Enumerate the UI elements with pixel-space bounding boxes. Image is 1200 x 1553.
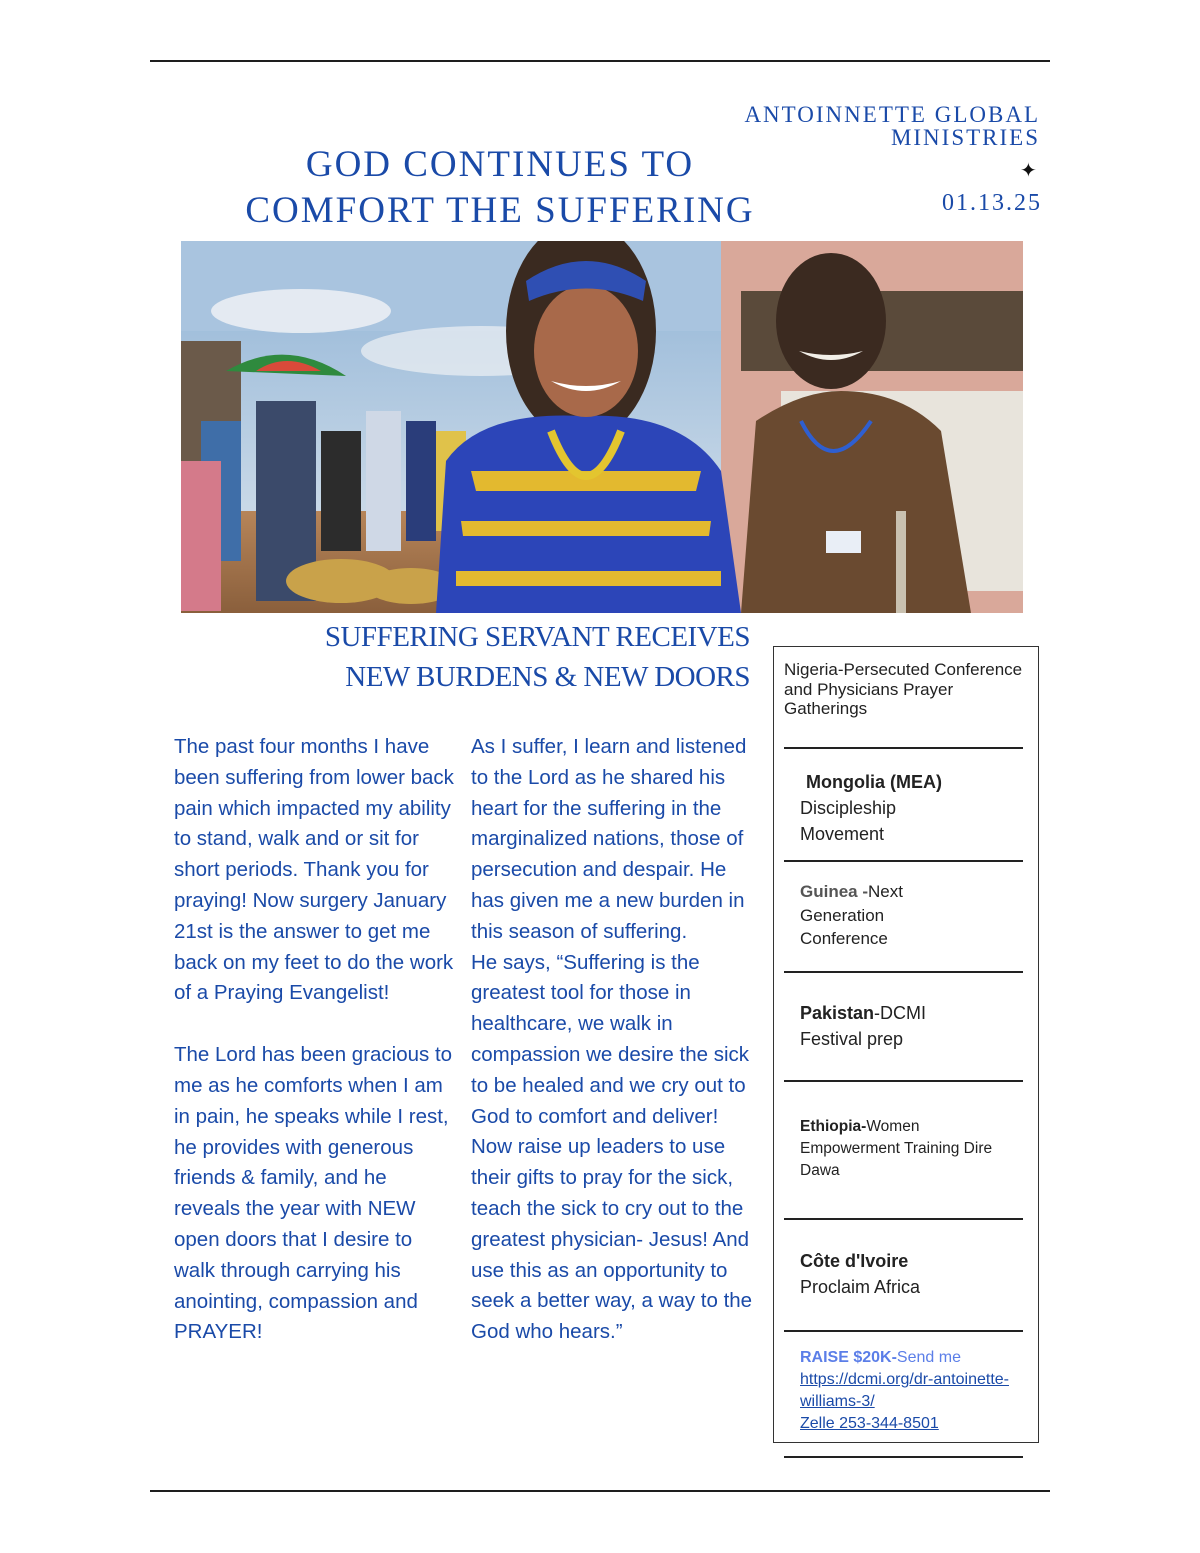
zelle-link[interactable]: Zelle 253-344-8501 xyxy=(800,1415,939,1432)
divider xyxy=(784,1080,1023,1082)
sidebar-item-desc: Next Generation Conference xyxy=(800,882,903,948)
page-title-line1: GOD CONTINUES TO xyxy=(305,144,695,185)
section-subhead-line2: NEW BURDENS & NEW DOORS xyxy=(345,661,750,693)
article-column-right xyxy=(471,732,756,1348)
section-subhead xyxy=(250,617,750,697)
sidebar-item-cote-divoire xyxy=(800,1248,1015,1300)
sidebar-item-desc: Discipleship Movement xyxy=(800,798,897,844)
sidebar-item-country: Mongolia (MEA) xyxy=(806,772,942,792)
divider xyxy=(784,747,1023,749)
section-subhead-line1: SUFFERING SERVANT RECEIVES xyxy=(324,621,750,653)
paragraph: He says, “Suffering is the greatest tool for those in healthcare, we walk in compassion we desire the sick to be healed and we cry out to God to comfort and deliver! Now raise up leaders to use their gifts to pray for the sick, teach the sick to cry out to the greatest physician- Jesus! And use this as an opportunity to seek a better way, a way to the God who hears.” xyxy=(471,950,753,1344)
hero-photo xyxy=(181,241,1023,613)
page-title xyxy=(240,142,760,234)
divider xyxy=(784,971,1023,973)
sparkle-icon: ✦ xyxy=(1020,160,1037,182)
organization-name-line1: ANTOINNETTE GLOBAL xyxy=(744,102,1040,127)
page-title-line2: COMFORT THE SUFFERING xyxy=(245,190,755,231)
issue-date: 01.13.25 xyxy=(942,190,1042,216)
sidebar-fundraising xyxy=(800,1347,1010,1435)
divider xyxy=(784,1456,1023,1458)
fundraising-goal: RAISE $20K- xyxy=(800,1349,897,1366)
top-rule xyxy=(150,60,1050,62)
sidebar-item-desc: Women Empowerment Training Dire Dawa xyxy=(800,1118,993,1179)
divider xyxy=(784,1218,1023,1220)
sidebar-item-pakistan xyxy=(800,1000,960,1052)
divider xyxy=(784,1330,1023,1332)
divider xyxy=(784,860,1023,862)
sidebar-intro: Nigeria-Persecuted Conference and Physicians Prayer Gatherings xyxy=(784,660,1023,718)
sidebar-item-country: Côte d'Ivoire xyxy=(800,1251,909,1271)
sidebar-item-ethiopia xyxy=(800,1116,1015,1182)
article-column-left xyxy=(174,732,454,1348)
sidebar-item-country: Ethiopia- xyxy=(800,1118,867,1135)
sidebar-item-country: Guinea - xyxy=(800,882,869,901)
paragraph: The Lord has been gracious to me as he comforts when I am in pain, he speaks while I rest, he provides with generous friends & family, and he reveals the year with NEW open doors that I desire to walk through carrying his anointing, compassion and PRAYER! xyxy=(174,1043,453,1344)
hero-photo-illustration xyxy=(181,241,1023,613)
organization-name xyxy=(744,103,1040,149)
donation-link[interactable]: https://dcmi.org/dr-antoinette-williams-3/ xyxy=(800,1371,1009,1410)
paragraph: The past four months I have been suffering from lower back pain which impacted my ability to stand, walk and or sit for short periods. Thank you for praying! Now surgery January 21st is the answer to get me back on my feet to do the work of a Praying Evangelist! xyxy=(174,735,454,1005)
sidebar-item-country: Pakistan xyxy=(800,1003,875,1023)
sidebar-item-desc: Proclaim Africa xyxy=(800,1277,921,1297)
fundraising-text: Send me xyxy=(896,1349,961,1366)
sidebar-item-guinea xyxy=(800,880,950,951)
sidebar-item-desc: -DCMI Festival prep xyxy=(800,1003,927,1049)
sidebar-item-mongolia xyxy=(800,769,1015,847)
organization-name-line2: MINISTRIES xyxy=(890,125,1040,150)
bottom-rule xyxy=(150,1490,1050,1492)
paragraph: As I suffer, I learn and listened to the Lord as he shared his heart for the suffering in the marginalized nations, those of persecution and despair. He has given me a new burden in this season of suffering. xyxy=(471,735,747,943)
